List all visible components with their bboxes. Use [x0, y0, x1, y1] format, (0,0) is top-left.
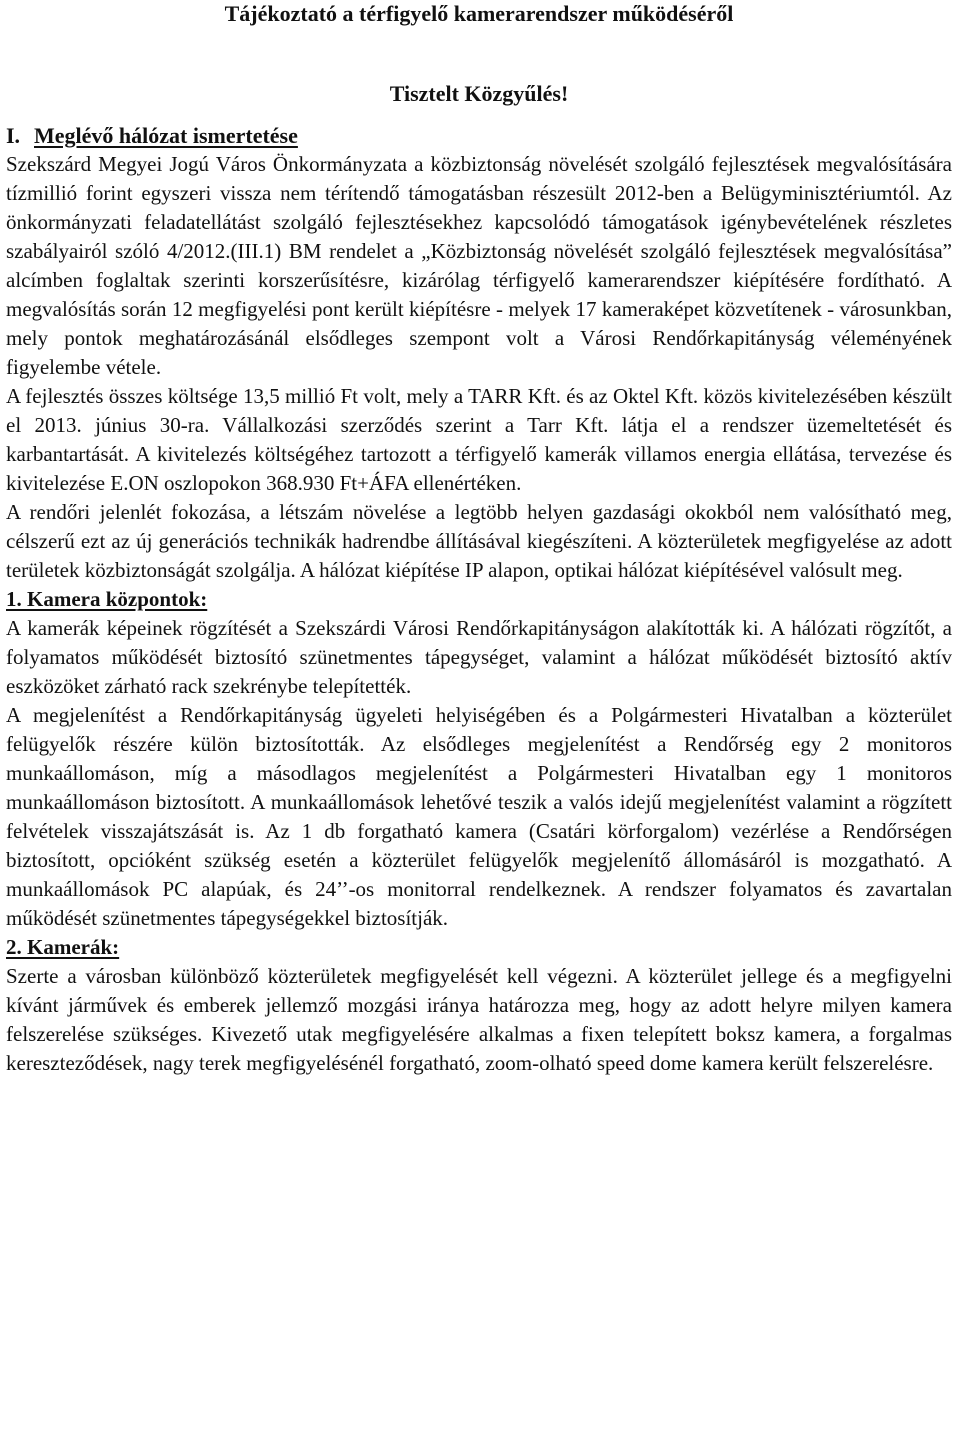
paragraph-network: A rendőri jelenlét fokozása, a létszám növelése a legtöbb helyen gazdasági okokból nem valósítható meg, célszerű ezt az új generációs technikák hadrendbe állításával kiegészíteni. A közterületek megfigyelése az adott területek közbiztonságát szolgálja. A hálózat kiépítése IP alapon, optikai hálózat kiépítésével valósult meg.: [6, 500, 952, 582]
section-title: Meglévő hálózat ismertetése: [34, 123, 298, 148]
subsection-heading-cameras: [6, 933, 952, 962]
paragraph-display: A megjelenítést a Rendőrkapitányság ügyeleti helyiségében és a Polgármesteri Hivatalban a közterület felügyelők részére külön biztosították. Az elsődleges megjelenítést a Rendőrség egy 2 monitoros munkaállomáson, míg a másodlagos megjelenítést a Polgármesteri Hivatalban egy 1 monitoros munkaállomáson biztosított. A munkaállomások lehetővé teszik a valós idejű megjelenítést valamint a rögzített felvételek visszajátszását is. Az 1 db forgatható kamera (Csatári körforgalom) vezérlése a Rendőrségen biztosított, opcióként szükség esetén a közterület felügyelők megjelenítő állomásáról is mozgatható. A munkaállomások PC alapúak, és 24’’-os monitorral rendelkeznek. A rendszer folyamatos és zavartalan működését szünetmentes tápegységekkel biztosítják.: [6, 703, 952, 930]
greeting: Tisztelt Közgyűlés!: [389, 81, 569, 106]
subsection-heading-text: 2. Kamerák:: [6, 935, 120, 959]
paragraph-recording: A kamerák képeinek rögzítését a Szekszárdi Városi Rendőrkapitányságon alakították ki. A hálózati rögzítőt, a folyamatos működését biztosító szünetmentes tápegységet, valamint a hálózat működését biztosító aktív eszközöket zárható rack szekrénybe telepítették.: [6, 616, 952, 698]
subsection-heading-camera-centers: [6, 585, 952, 614]
section-heading: [6, 122, 952, 150]
paragraph-funding: Szekszárd Megyei Jogú Város Önkormányzata a közbiztonság növelését szolgáló fejlesztések megvalósítására tízmillió forint egyszeri vissza nem térítendő támogatásban részesült 2012-ben a Belügyminisztériumtól. Az önkormányzati feladatellátást szolgáló fejlesztésekhez kapcsolódó támogatások igénybevételének részletes szabályairól szóló 4/2012.(III.1) BM rendelet a „Közbiztonság növelését szolgáló fejlesztések megvalósítása” alcímben foglaltak szerinti korszerűsítésre, kizárólag térfigyelő kamerarendszer kiépítésére fordítható. A megvalósítás során 12 megfigyelési pont került kiépítésre - melyek 17 kameraképet közvetítenek - városunkban, mely pontok meghatározásánál elsődleges szempont volt a Városi Rendőrkapitányság véleményének figyelembe vétele.: [6, 152, 952, 379]
section-number: I.: [6, 123, 21, 148]
subsection-heading-text: 1. Kamera központok:: [6, 587, 208, 611]
paragraph-camera-types: Szerte a városban különböző közterületek megfigyelését kell végezni. A közterület jellege és a megfigyelni kívánt járművek és emberek jellemző mozgási iránya határozza meg, hogy az adott helyre milyen kamera felszerelése szükséges. Kivezető utak megfigyelésére alkalmas a fixen telepített boksz kamera, a forgalmas kereszteződések, nagy terek megfigyelésénél forgatható, zoom-olható speed dome kamera került felszerelésre.: [6, 964, 952, 1075]
document-title: Tájékoztató a térfigyelő kamerarendszer működéséről: [224, 1, 734, 26]
paragraph-costs: A fejlesztés összes költsége 13,5 millió Ft volt, mely a TARR Kft. és az Oktel Kft. közös kivitelezésében készült el 2013. június 30-ra. Vállalkozási szerződés szerint a Tarr Kft. látja el a rendszer üzemeltetését és karbantartását. A kivitelezés költségéhez tartozott a térfigyelő kamerák villamos energia ellátása, tervezése és kivitelezése E.ON oszlopokon 368.930 Ft+ÁFA ellenértéken.: [6, 384, 952, 495]
